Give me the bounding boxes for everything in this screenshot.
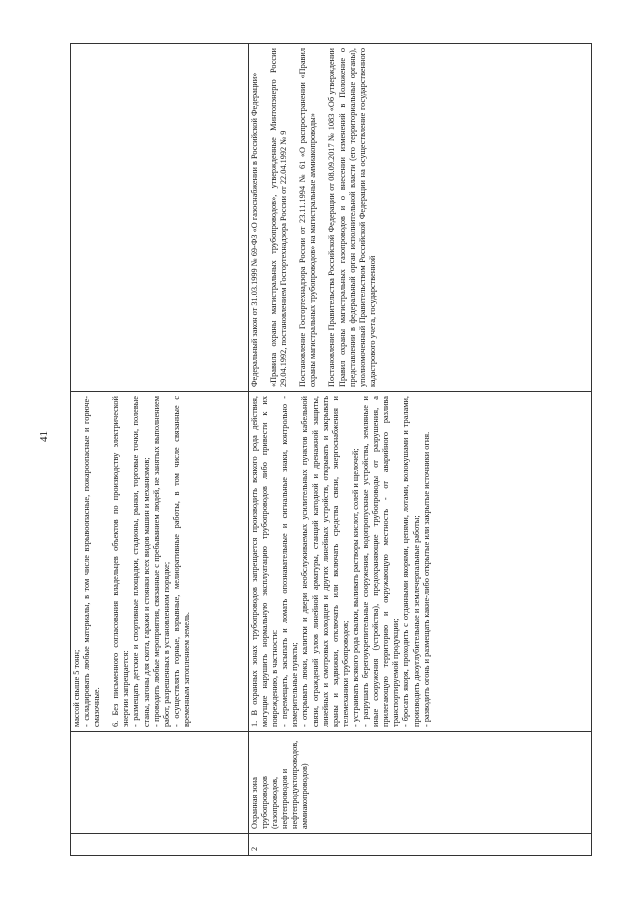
restriction-text: - складировать любые материалы, в том числе взрывоопасные, пожароопасные и горюче-смазочные.: [82, 396, 102, 727]
zone-name-cell: [71, 732, 249, 834]
legal-doc-text: «Правила охраны магистральных трубопроводов», утвержденные Минтопэнерго России 29.04.1992, постановлением Госгортехнадзора России от 22.04.1992 № 9: [269, 48, 289, 387]
restriction-text: - бросать якоря, проходить с отданными якорями, цепями, лотами, волокушами и тралами, производить дноуглубительные и землечерпальные работы;: [401, 396, 421, 727]
restriction-text: - проводить любые мероприятия, связанные с пребыванием людей, не занятых выполнением работ, разрешенных в установленном порядке;: [151, 396, 171, 727]
legal-doc-text: Постановление Госгортехнадзора России от 23.11.1994 № 61 «О распространении «Правил охраны магистральных трубопроводов» на магистральные аммиакопроводы»: [298, 48, 318, 387]
table-row: [249, 44, 592, 856]
page-number: 41: [38, 431, 50, 442]
zone-name-cell: Охранная зона трубопроводов (газопроводов, нефтепроводов и нефтепродуктопроводов, аммиакопроводов): [249, 732, 592, 834]
rotated-table-wrapper: [70, 44, 590, 856]
legal-docs-cell: [71, 44, 249, 392]
restrictions-cell: [249, 392, 592, 732]
restriction-text: массой свыше 5 тонн;: [72, 649, 81, 727]
restriction-text: - осуществлять горные, взрывные, мелиоративные работы, в том числе связанные с временным затоплением земель.: [171, 396, 191, 727]
restriction-text: - размещать детские и спортивные площадки, стадионы, рынки, торговые точки, полевые станы, загоны для скота, гаражи и стоянки всех видов машин и механизмов;: [131, 396, 151, 727]
restriction-text: - устраивать всякого рода свалки, выливать растворы кислот, солей и щелочей;: [350, 448, 360, 727]
restriction-text: - перемещать, засыпать и ломать опознавательные и сигнальные знаки, контрольно - измерительные пункты;: [280, 396, 300, 727]
restrictions-cell: [71, 392, 249, 732]
legal-doc-text: Постановление Правительства Российской Федерации от 08.09.2017 № 1083 «Об утверждении Правил охраны магистральных газопроводов и о внесении изменений в Положение о представлении в федеральный орган исполнительной власти (его территориальные органы), уполномоченный Правительством Российской Федерации на осуществление государственного кадастрового учета, государственной: [327, 48, 377, 387]
restriction-text: 6. Без письменного согласования владельцев объектов по производству электрической энергии запрещается:: [111, 396, 131, 727]
legal-doc-text: Федеральный закон от 31.03.1999 № 69-ФЗ «О газоснабжении в Российской Федерации»: [250, 72, 259, 387]
table-row: [71, 44, 249, 856]
legal-docs-cell: [249, 44, 592, 392]
zones-table: [70, 43, 592, 856]
restriction-text: - разрушать берегоукрепительные сооружения, водопропускные устройства, земляные и иные сооружения (устройства), предохраняющие трубопроводы от разрушения, а прилегающую территорию и окружающую местность - от аварийного разлива транспортируемой продукции;: [361, 396, 401, 727]
restriction-text: - разводить огонь и размещать какие-либо открытые или закрытые источники огня.: [421, 431, 431, 727]
restriction-text: 1. В охранных зонах трубопроводов запрещается производить всякого рода действия, могущие нарушить нормальную эксплуатацию трубопроводов либо привести к их повреждению, в частности:: [250, 396, 280, 727]
restriction-text: - открывать люки, калитки и двери необслуживаемых усилительных пунктов кабельной связи, ограждений узлов линейной арматуры, станций катодной и дренажной защиты, линейных и смотровых колодцев и других линейных устройств, открывать и закрывать краны и задвижки, отключать или включать средства связи, энергоснабжения и телемеханики трубопроводов;: [300, 396, 350, 727]
row-number-cell: 2: [249, 834, 592, 856]
row-number-cell: [71, 834, 249, 856]
